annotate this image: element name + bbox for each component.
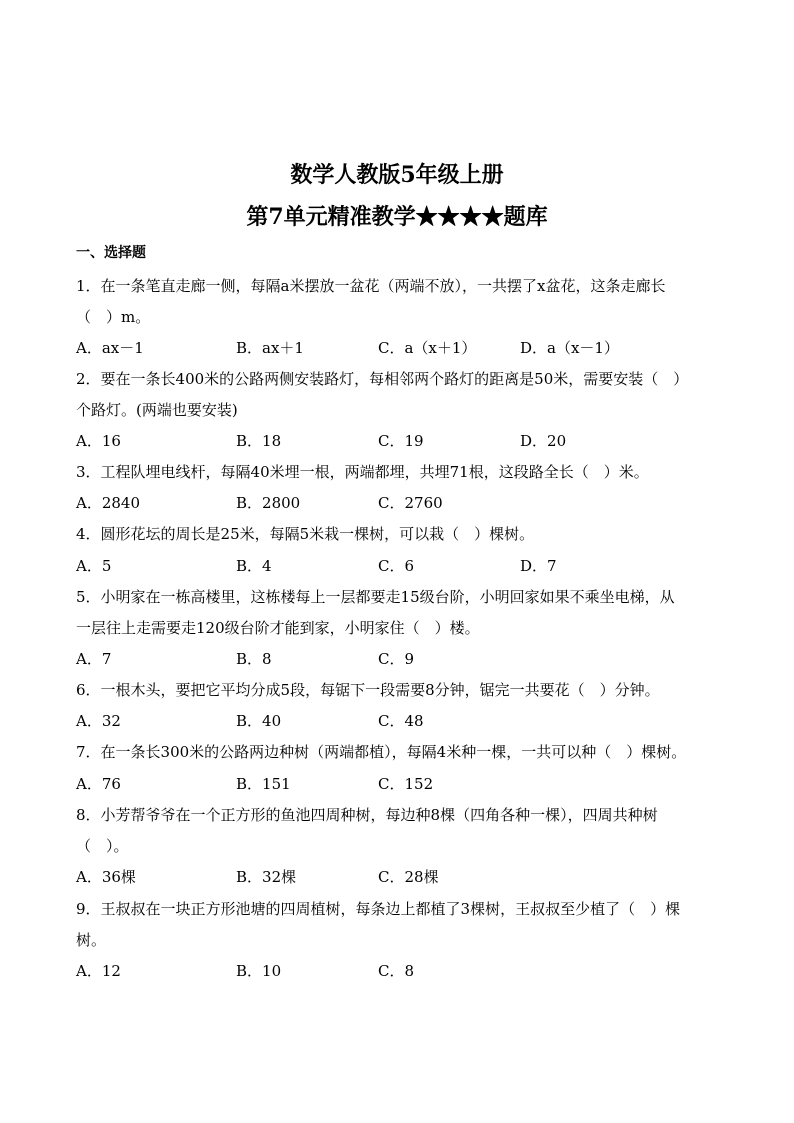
question-7-option-b: B．151 [236, 775, 291, 793]
question-6-option-c: C．48 [378, 712, 424, 730]
question-2-line-2: 个路灯。(两端也要安装) [76, 401, 238, 419]
question-1-option-a: A．ax－1 [76, 339, 144, 357]
question-6-option-b: B．40 [236, 712, 282, 730]
question-2-option-a: A．16 [76, 432, 121, 450]
question-3-option-c: C．2760 [378, 494, 443, 512]
question-5-option-c: C．9 [378, 650, 415, 668]
question-9-line-2: 树。 [76, 931, 107, 949]
question-8-line-2: （ ）。 [76, 837, 129, 855]
question-2-option-d: D．20 [520, 432, 567, 450]
question-7-line-1: 7．在一条长300米的公路两边种树（两端都植），每隔4米种一棵，一共可以种（ ）棵树。 [76, 743, 687, 761]
question-2-option-c: C．19 [378, 432, 424, 450]
question-1-line-1: 1．在一条笔直走廊一侧，每隔a米摆放一盆花（两端不放），一共摆了x盆花，这条走廊长 [76, 277, 666, 295]
question-7-option-c: C．152 [378, 775, 434, 793]
question-4-option-d: D．7 [520, 557, 557, 575]
question-3-option-a: A．2840 [76, 494, 141, 512]
question-5-option-a: A．7 [76, 650, 112, 668]
question-8-line-1: 8．小芳帮爷爷在一个正方形的鱼池四周种树，每边种8棵（四角各种一棵），四周共种树 [76, 806, 658, 824]
question-5-line-1: 5．小明家在一栋高楼里，这栋楼每上一层都要走15级台阶，小明回家如果不乘坐电梯，从 [76, 588, 675, 606]
question-2-line-1: 2．要在一条长400米的公路两侧安装路灯，每相邻两个路灯的距离是50米，需要安装（ ） [76, 370, 689, 388]
section-heading: 一、选择题 [76, 245, 146, 261]
question-3-line-1: 3．工程队埋电线杆，每隔40米埋一根，两端都埋，共埋71根，这段路全长（ ）米。 [76, 463, 649, 481]
question-8-option-b: B．32棵 [236, 868, 297, 886]
question-8-option-a: A．36棵 [76, 868, 136, 886]
question-4-line-1: 4．圆形花坛的周长是25米，每隔5米栽一棵树，可以栽（ ）棵树。 [76, 525, 535, 543]
question-6-line-1: 6．一根木头，要把它平均分成5段，每锯下一段需要8分钟，锯完一共要花（ ）分钟。 [76, 681, 660, 699]
question-1-option-b: B．ax＋1 [236, 339, 304, 357]
question-9-line-1: 9．王叔叔在一块正方形池塘的四周植树，每条边上都植了3棵树，王叔叔至少植了（ ）棵 [76, 900, 681, 918]
question-4-option-a: A．5 [76, 557, 112, 575]
question-1-option-c: C．a（x＋1） [378, 339, 477, 357]
question-5-option-b: B．8 [236, 650, 272, 668]
question-4-option-c: C．6 [378, 557, 415, 575]
question-6-option-a: A．32 [76, 712, 121, 730]
question-4-option-b: B．4 [236, 557, 272, 575]
question-9-option-a: A．12 [76, 962, 121, 980]
question-9-option-b: B．10 [236, 962, 282, 980]
question-1-line-2: （ ）m。 [76, 308, 151, 326]
question-3-option-b: B．2800 [236, 494, 301, 512]
document-subtitle: 第7单元精准教学★★★★题库 [246, 204, 548, 230]
question-7-option-a: A．76 [76, 775, 121, 793]
question-1-option-d: D．a（x－1） [520, 339, 619, 357]
question-2-option-b: B．18 [236, 432, 282, 450]
question-9-option-c: C．8 [378, 962, 415, 980]
question-5-line-2: 一层往上走需要走120级台阶才能到家，小明家住（ ）楼。 [76, 619, 480, 637]
question-8-option-c: C．28棵 [378, 868, 439, 886]
document-title: 数学人教版5年级上册 [290, 162, 504, 188]
